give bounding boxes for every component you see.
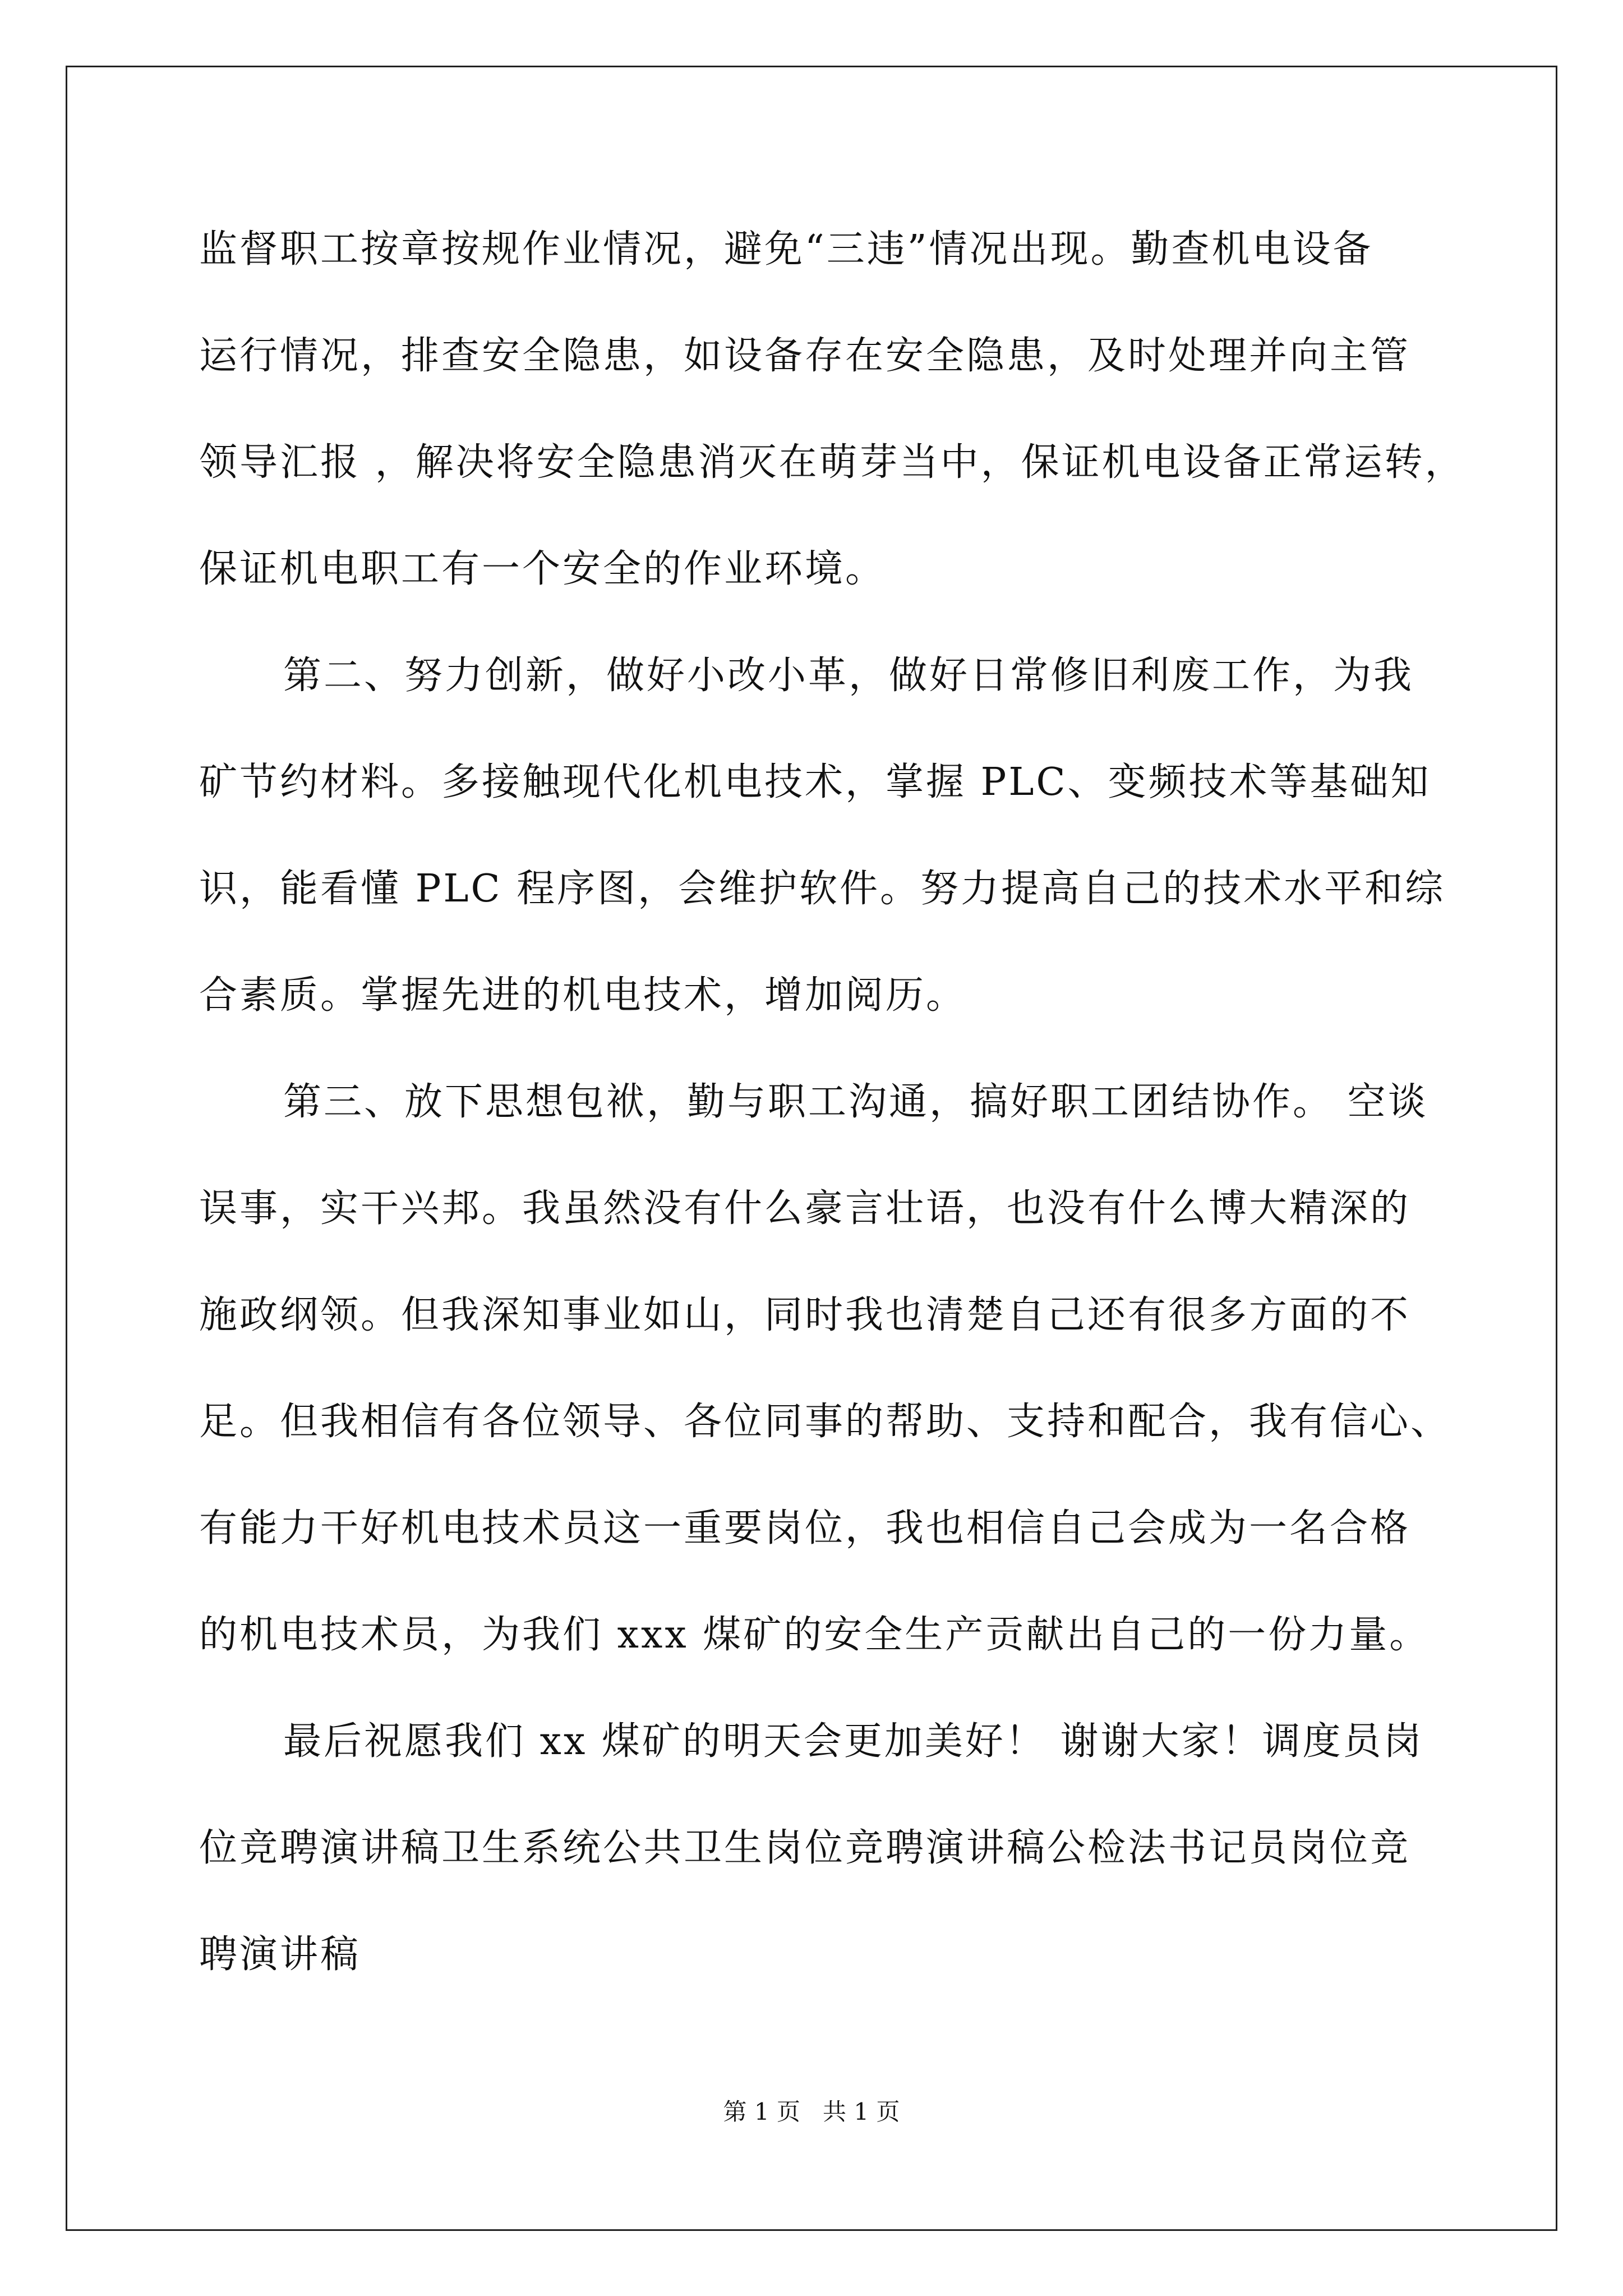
text-line: 合素质。掌握先进的机电技术，增加阅历。 bbox=[199, 973, 967, 1018]
text-line: 保证机电职工有一个安全的作业环境。 bbox=[199, 547, 886, 591]
text-line: 识，能看懂 PLC 程序图，会维护软件。努力提高自己的技术水平和综 bbox=[199, 867, 1446, 911]
paragraph-start-line: 第三、放下思想包袱，勤与职工沟通，搞好职工团结协作。 空谈 bbox=[283, 1080, 1428, 1124]
paragraph-start-line: 第二、努力创新，做好小改小革，做好日常修旧利废工作，为我 bbox=[283, 654, 1414, 698]
text-line: 监督职工按章按规作业情况，避免“三违”情况出现。勤查机电设备 bbox=[199, 227, 1373, 272]
text-line: 位竞聘演讲稿卫生系统公共卫生岗位竞聘演讲稿公检法书记员岗位竞 bbox=[199, 1826, 1411, 1870]
paragraph-start-line: 最后祝愿我们 xx 煤矿的明天会更加美好！ 谢谢大家！调度员岗 bbox=[283, 1719, 1424, 1764]
text-line: 的机电技术员，为我们 xxx 煤矿的安全生产贡献出自己的一份力量。 bbox=[199, 1613, 1430, 1657]
document-body bbox=[199, 219, 1465, 2031]
text-line: 矿节约材料。多接触现代化机电技术，掌握 PLC、变频技术等基础知 bbox=[199, 760, 1431, 804]
page-footer: 第 1 页 共 1 页 bbox=[723, 2098, 900, 2125]
text-line: 运行情况，排查安全隐患，如设备存在安全隐患，及时处理并向主管 bbox=[199, 334, 1411, 378]
text-line: 施政纲领。但我深知事业如山，同时我也清楚自己还有很多方面的不 bbox=[199, 1293, 1411, 1337]
text-line: 聘演讲稿 bbox=[199, 1932, 361, 1977]
text-line: 领导汇报 ，解决将安全隐患消灭在萌芽当中，保证机电设备正常运转， bbox=[199, 440, 1465, 485]
text-line: 误事，实干兴邦。我虽然没有什么豪言壮语，也没有什么博大精深的 bbox=[199, 1186, 1411, 1231]
text-line: 足。但我相信有各位领导、各位同事的帮助、支持和配合，我有信心、 bbox=[199, 1400, 1451, 1444]
text-line: 有能力干好机电技术员这一重要岗位，我也相信自己会成为一名合格 bbox=[199, 1506, 1411, 1550]
